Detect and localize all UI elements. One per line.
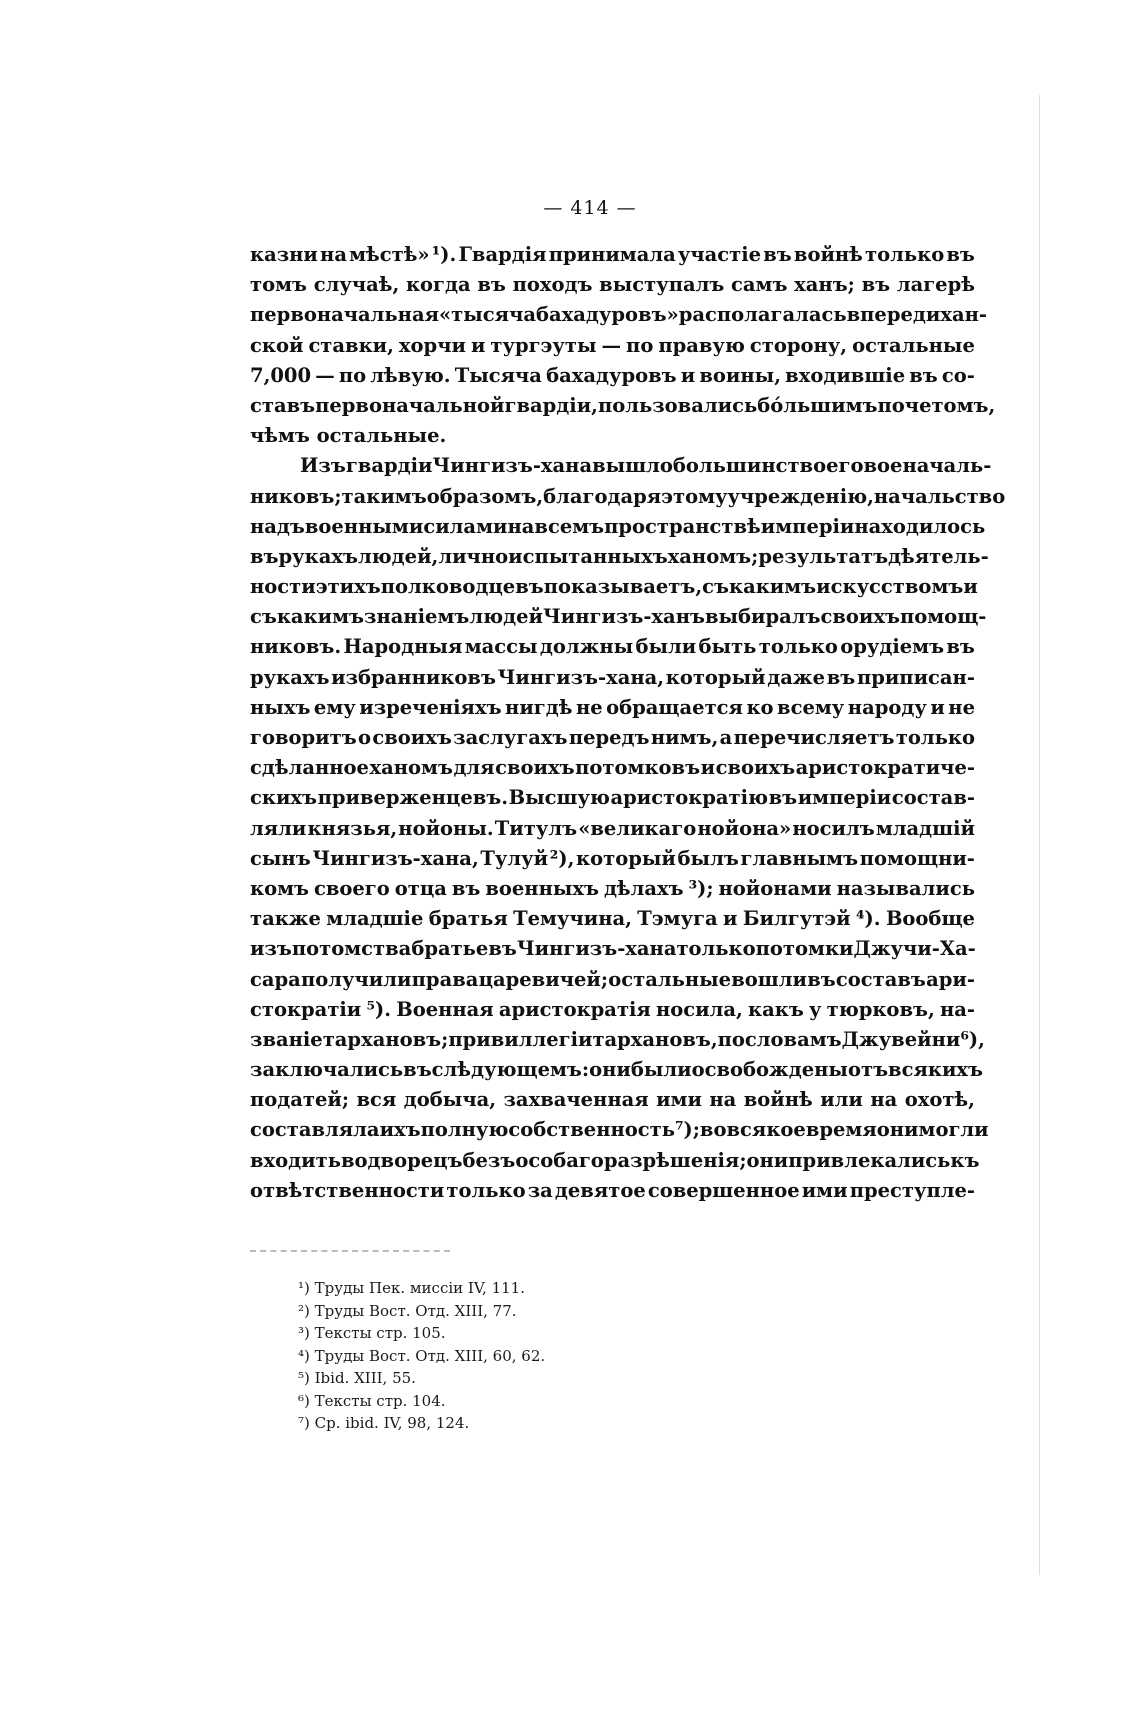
text-line: первоначальная «тысяча бахадуровъ» располагалась впереди хан- xyxy=(250,303,987,327)
text-line: 7,000 — по лѣвую. Тысяча бахадуровъ и воины, входившіе въ со- xyxy=(250,363,975,387)
footnote-2: ²) Труды Вост. Отд. XIII, 77. xyxy=(298,1301,517,1320)
body-text xyxy=(250,240,1006,1206)
paragraph-1 xyxy=(250,240,996,451)
text-line: ныхъ ему изреченіяхъ нигдѣ не обращается ко всему народу и не xyxy=(250,695,975,719)
text-line: ставъ первоначальной гвардіи, пользовались бо́льшимъ почетомъ, xyxy=(250,393,996,417)
paragraph-2 xyxy=(250,451,1006,1206)
footnote-7: ⁷) Ср. ibid. IV, 98, 124. xyxy=(298,1414,470,1432)
text-line: говоритъ о своихъ заслугахъ передъ нимъ, а перечисляетъ только xyxy=(250,726,975,749)
text-line: отвѣтственности только за девятое совершенное ими преступле- xyxy=(250,1178,975,1202)
text-line: ской ставки, хорчи и тургэуты — по правую сторону, остальные xyxy=(250,333,975,357)
text-line: никовъ. Народныя массы должны были быть только орудіемъ въ xyxy=(250,635,975,659)
text-line: податей; вся добыча, захваченная ими на войнѣ или на охотѣ, xyxy=(250,1088,975,1112)
text-line: томъ случаѣ, когда въ походъ выступалъ самъ ханъ; въ лагерѣ xyxy=(250,273,975,297)
page-number: — 414 — xyxy=(543,197,637,219)
text-line: рукахъ избранниковъ Чингизъ-хана, который даже въ приписан- xyxy=(250,665,975,689)
text-line: никовъ; такимъ образомъ, благодаря этому учрежденію, начальство xyxy=(250,484,1006,508)
footnote-6: ⁶) Тексты стр. 104. xyxy=(298,1391,446,1410)
text-line: входить во дворецъ безъ особаго разрѣшенія; они привлекались къ xyxy=(250,1148,980,1172)
text-line: чѣмъ остальные. xyxy=(250,424,447,448)
footnote-5: ⁵) Ibid. XIII, 55. xyxy=(298,1369,416,1387)
text-line: скихъ приверженцевъ. Высшую аристократію въ имперіи состав- xyxy=(250,786,975,810)
text-line: Изъ гвардіи Чингизъ-хана вышло большинство его военачаль- xyxy=(300,454,992,478)
text-line: съ какимъ знаніемъ людей Чингизъ-ханъ выбиралъ своихъ помощ- xyxy=(250,605,987,629)
text-line: изъ потомства братьевъ Чингизъ-хана только потомки Джучи-Ха- xyxy=(250,937,976,961)
text-line: составляла ихъ полную собственность ⁷); во всякое время они могли xyxy=(250,1118,989,1142)
text-line: ляли князья, нойоны. Титулъ «великаго нойона» носилъ младшій xyxy=(250,816,975,840)
footnote-divider xyxy=(250,1250,450,1252)
text-line: сара получили права царевичей; остальные вошли въ составъ ари- xyxy=(250,967,975,991)
text-line: сдѣланное ханомъ для своихъ потомковъ и своихъ аристократиче- xyxy=(250,756,975,780)
text-line: ности этихъ полководцевъ показываетъ, съ какимъ искусствомъ и xyxy=(250,575,978,599)
text-line: сынъ Чингизъ-хана, Тулуй ²), который былъ главнымъ помощни- xyxy=(250,846,975,870)
footnote-4: ⁴) Труды Вост. Отд. XIII, 60, 62. xyxy=(298,1346,546,1365)
text-line: званіе тархановъ; привиллегіи тархановъ, по словамъ Джувейни ⁶), xyxy=(250,1027,985,1051)
text-line: стократіи ⁵). Военная аристократія носила, какъ у тюрковъ, на- xyxy=(250,997,975,1021)
footnote-3: ³) Тексты стр. 105. xyxy=(298,1324,446,1342)
text-line: въ рукахъ людей, лично испытанныхъ ханомъ; результатъ дѣятель- xyxy=(250,544,989,568)
footnotes xyxy=(298,1277,545,1435)
text-line: комъ своего отца въ военныхъ дѣлахъ ³); нойонами назывались xyxy=(250,876,975,900)
text-line: казни на мѣстѣ» ¹). Гвардія принимала участіе въ войнѣ только въ xyxy=(250,243,975,266)
text-line: надъ военными силами на всемъ пространствѣ имперіи находилось xyxy=(250,514,986,538)
footnote-1: ¹) Труды Пек. миссіи IV, 111. xyxy=(298,1279,525,1297)
text-line: заключались въ слѣдующемъ: они были освобождены отъ всякихъ xyxy=(250,1058,984,1082)
text-line: также младшіе братья Темучина, Тэмуга и Билгутэй ⁴). Вообще xyxy=(250,907,975,931)
page-edge-line xyxy=(1039,95,1040,1575)
